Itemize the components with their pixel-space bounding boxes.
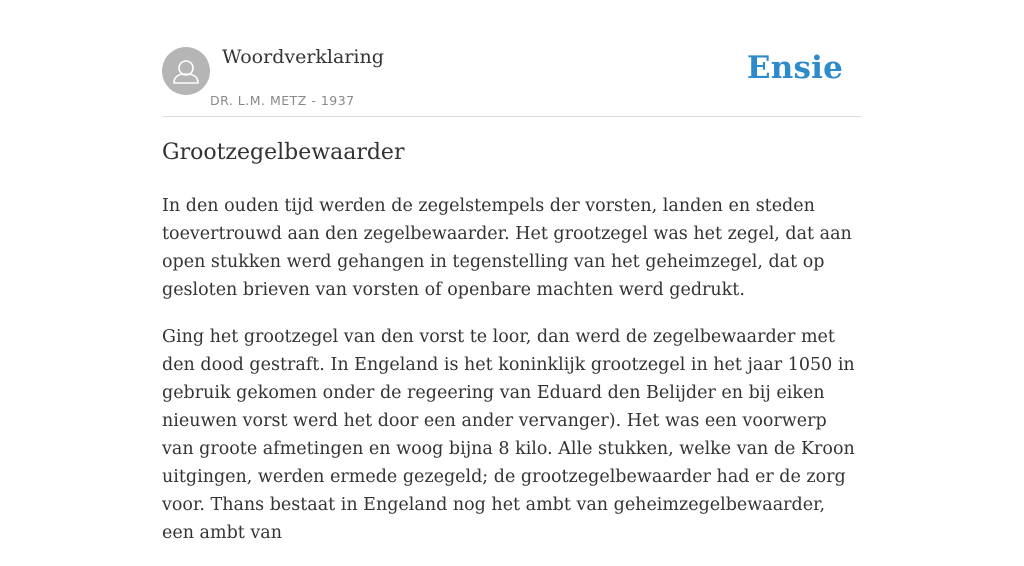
paragraph: Ging het grootzegel van den vorst te loor, dan werd de zegelbewaarder met den dood gestraft. In Engeland is het koninklijk grootzegel in het jaar 1050 in gebruik gekomen onder de regeering van Eduard den Belijder en bij eiken nieuwen vorst werd het door een ander vervanger). Het was een voorwerp van groote afmetingen en woog bijna 8 kilo. Alle stukken, welke van de Kroon uitgingen, werden ermede gezegeld; de grootzegelbewaarder had er de zorg voor. Thans bestaat in Engeland nog het ambt van geheimzegelbewaarder, een ambt van [162,327,855,543]
page-title: Grootzegelbewaarder [162,140,405,165]
page-container [162,0,862,543]
user-icon [162,47,210,95]
paragraph: In den ouden tijd werden de zegelstempels der vorsten, landen en steden toevertrouwd aan den zegelbewaarder. Het grootzegel was het zegel, dat aan open stukken werd gehangen in tegenstelling van het geheimzegel, dat op gesloten brieven van vorsten of openbare machten werd gedrukt. [162,196,852,300]
brand-logo[interactable]: Ensie [746,50,843,86]
article-body [162,192,862,566]
source-header [162,0,862,117]
source-author-year: DR. L.M. METZ - 1937 [210,93,355,108]
source-name[interactable]: Woordverklaring [222,46,384,68]
